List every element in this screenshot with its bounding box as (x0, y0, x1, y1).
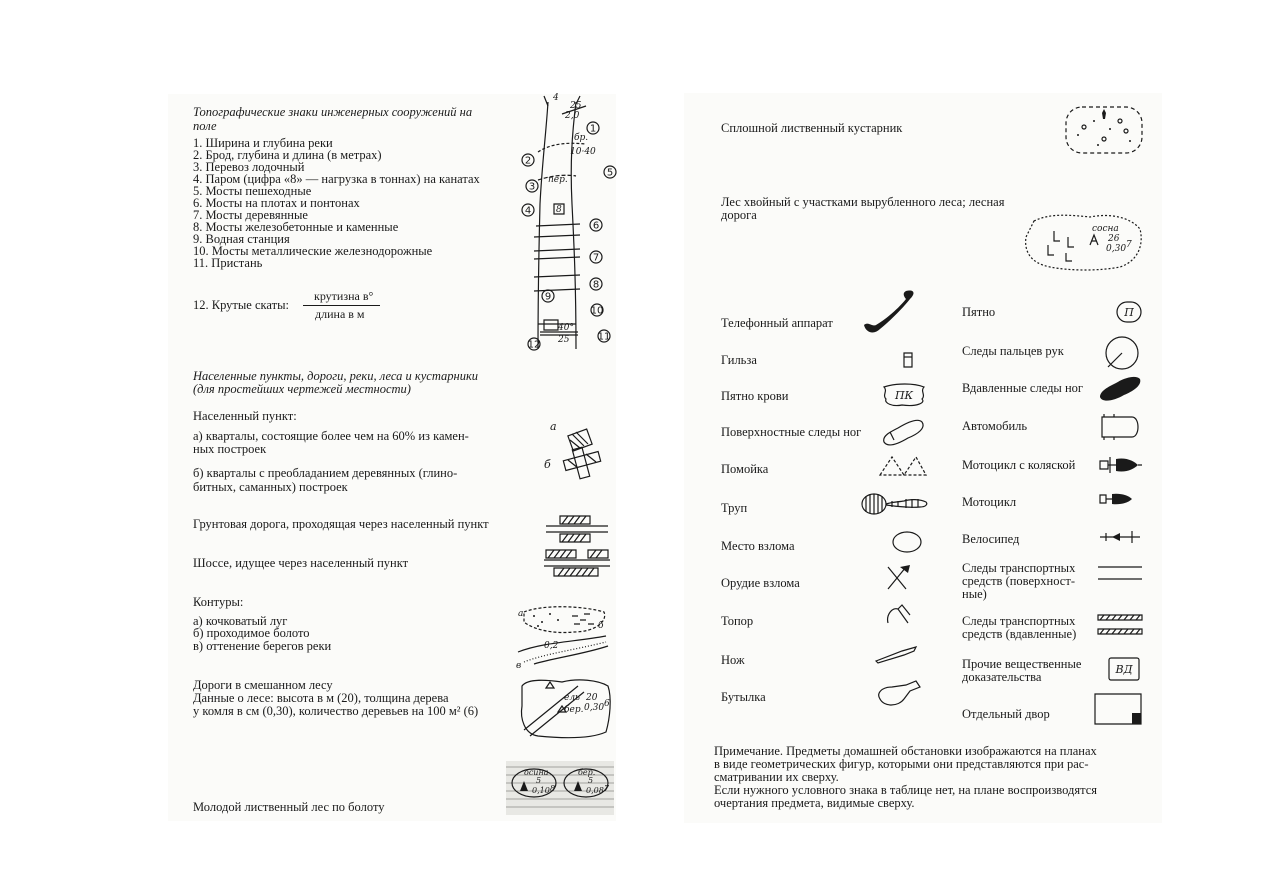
surface-footprint-icon (880, 418, 926, 448)
legend-label: доказательства (962, 670, 1042, 684)
blood-stain-icon (880, 383, 928, 407)
young-forest-text: 8 (550, 784, 556, 793)
fingerprint-icon (1104, 335, 1140, 371)
legend-label: Следы пальцев рук (962, 344, 1064, 358)
diagram-label: 4 (553, 93, 559, 103)
highway-symbol (544, 548, 610, 578)
coniferous-label: Лес хвойный с участками вырубленного леса; лесная (721, 195, 1005, 209)
contour-label: б (598, 621, 604, 631)
settlements-title-cont: (для простейших чертежей местности) (193, 382, 411, 396)
knife-icon (874, 645, 918, 665)
forest-label: 6 (604, 699, 610, 709)
contours-title: Контуры: (193, 595, 244, 609)
engineering-item: 1. Ширина и глубина реки (193, 136, 333, 150)
diagram-label: 8 (556, 205, 562, 215)
legend-label: Помойка (721, 462, 769, 476)
coniferous-label-cont: дорога (721, 208, 757, 222)
left-book-page (168, 94, 616, 821)
note-line: в виде геометрических фигур, которыми они представляются при рас- (714, 757, 1089, 771)
diagram-number: 7 (592, 252, 600, 264)
fraction-line (303, 305, 380, 306)
forest-label: 0,30 (584, 703, 605, 713)
engineering-item: 4. Паром (цифра «8» — нагрузка в тоннах) на канатах (193, 172, 480, 186)
coniferous-text: 0,30 (1106, 244, 1127, 254)
diagram-number: 10 (590, 305, 604, 317)
legend-label: Прочие вещественные (962, 657, 1082, 671)
engineering-title-cont: поле (193, 119, 217, 133)
engineering-item: 9. Водная станция (193, 232, 290, 246)
diagram-number: 4 (524, 205, 532, 217)
legend-label: Бутылка (721, 690, 766, 704)
engineering-item: 11. Пристань (193, 256, 263, 270)
young-forest-diagram (506, 761, 614, 815)
legend-label: ные) (962, 587, 987, 601)
young-forest-text: 0,08 (586, 786, 604, 795)
cartridge-case-icon (902, 349, 914, 369)
young-forest-text: бер. (578, 768, 596, 777)
contour-item: в) оттенение берегов реки (193, 639, 332, 653)
diagram-number: 8 (592, 279, 600, 291)
note-line: очертания предмета, видимые сверху. (714, 796, 915, 810)
engineering-item: 5. Мосты пешеходные (193, 184, 312, 198)
contour-label: а (518, 609, 524, 619)
contour-label: в (516, 661, 522, 671)
settlement-item-a: а) кварталы, состоящие более чем на 60% из камен- (193, 429, 469, 443)
blood-stain-text: ПК (894, 389, 914, 402)
contour-item: б) проходимое болото (193, 626, 310, 640)
legend-label: Автомобиль (962, 419, 1028, 433)
mixed-forest-line: у комля в см (0,30), количество деревьев на 100 м² (6) (193, 704, 479, 718)
coniferous-forest-symbol (1020, 211, 1144, 273)
contour-label: 0,2 (544, 641, 559, 651)
label-b: б (544, 458, 551, 471)
legend-label: Поверхностные следы ног (721, 425, 862, 439)
slopes-label: 12. Крутые скаты: (193, 298, 289, 312)
engineering-item: 8. Мосты железобетонные и каменные (193, 220, 399, 234)
slopes-numerator: крутизна в° (314, 289, 374, 303)
legend-label: Вдавленные следы ног (962, 381, 1084, 395)
diagram-label: 10·40 (570, 147, 596, 157)
note-line: Если нужного условного знака в таблице нет, на плане воспроизводятся (714, 783, 1098, 797)
diagram-number: 11 (597, 331, 611, 343)
break-in-spot-icon (890, 529, 924, 555)
label-a: а (550, 420, 557, 433)
mixed-forest-diagram (518, 678, 612, 740)
legend-label: Нож (721, 653, 745, 667)
engineering-item: 2. Брод, глубина и длина (в метрах) (193, 148, 382, 162)
legend-label: Мотоцикл с коляской (962, 458, 1076, 472)
pressed-footprint-icon (1098, 375, 1142, 403)
slopes-denominator: длина в м (315, 307, 365, 321)
legend-label: Пятно крови (721, 389, 789, 403)
diagram-label: пер. (548, 175, 568, 185)
legend-label: Гильза (721, 353, 757, 367)
legend-label: Следы транспортных (962, 614, 1076, 628)
diagram-label: бр. (574, 133, 589, 143)
dirt-road-label: Грунтовая дорога, проходящая через населенный пункт (193, 517, 489, 531)
surface-vehicle-tracks-icon (1098, 563, 1142, 583)
young-forest-text: 7 (604, 784, 610, 793)
young-forest-text: осина (524, 768, 549, 777)
legend-label: Труп (721, 501, 748, 515)
legend-label: средств (поверхност- (962, 574, 1075, 588)
diagram-number: 2 (524, 155, 532, 167)
settlement-item-b-cont: битных, саманных) построек (193, 480, 348, 494)
spot-icon (1116, 301, 1142, 323)
shrub-symbol (1064, 105, 1144, 155)
corpse-icon (860, 491, 930, 517)
legend-label: Топор (721, 614, 754, 628)
settlement-label: Населенный пункт: (193, 409, 297, 423)
evidence-text: ВД (1115, 663, 1133, 676)
note-line: сматривании их сверху. (714, 770, 839, 784)
dump-icon (878, 453, 928, 477)
separate-yard-icon (1094, 693, 1142, 725)
mixed-forest-line: Данные о лесе: высота в м (20), толщина дерева (193, 691, 449, 705)
diagram-number: 3 (528, 181, 536, 193)
diagram-number: 1 (589, 123, 597, 135)
right-book-page (684, 93, 1162, 823)
coniferous-text: 26 (1108, 234, 1120, 244)
burglary-tool-icon (882, 563, 912, 593)
settlement-item-b: б) кварталы с преобладанием деревянных (глино- (193, 466, 458, 480)
young-forest-text: 5 (588, 776, 594, 785)
settlement-item-a-cont: ных построек (193, 442, 267, 456)
telephone-icon (862, 289, 918, 335)
engineering-item: 10. Мосты металлические железнодорожные (193, 244, 433, 258)
bottle-icon (876, 679, 924, 709)
legend-label: Следы транспортных (962, 561, 1076, 575)
forest-label: ель (564, 693, 580, 703)
pressed-vehicle-tracks-icon (1098, 613, 1142, 637)
axe-icon (884, 603, 912, 629)
engineering-item: 6. Мосты на плотах и понтонах (193, 196, 360, 210)
young-forest-text: 0,10 (532, 786, 550, 795)
bicycle-icon (1098, 529, 1142, 545)
legend-label: Отдельный двор (962, 707, 1050, 721)
forest-label: бер. (564, 705, 584, 715)
legend-label: Велосипед (962, 532, 1020, 546)
motorcycle-icon (1098, 491, 1138, 507)
legend-label: Орудие взлома (721, 576, 800, 590)
diagram-label: 2,0 (565, 111, 580, 121)
engineering-item: 3. Перевоз лодочный (193, 160, 305, 174)
diagram-label: 40° (558, 323, 574, 333)
note-line: Примечание. Предметы домашней обстановки изображаются на планах (714, 744, 1097, 758)
shrub-label: Сплошной лиственный кустарник (721, 121, 903, 135)
coniferous-text: 7 (1126, 240, 1132, 250)
contours-diagram (514, 602, 612, 672)
legend-label: средств (вдавленные) (962, 627, 1077, 641)
diagram-number: 9 (544, 291, 552, 303)
diagram-label: 25 (570, 101, 582, 111)
car-icon (1100, 415, 1142, 439)
engineering-title: Топографические знаки инженерных сооружений на (193, 105, 473, 119)
diagram-number: 12 (527, 339, 541, 351)
legend-label: Телефонный аппарат (721, 316, 833, 330)
diagram-label: 25 (558, 335, 570, 345)
river-structures-diagram (520, 94, 616, 356)
young-forest-text: 5 (536, 776, 542, 785)
young-forest-label: Молодой лиственный лес по болоту (193, 800, 385, 814)
coniferous-text: сосна (1092, 224, 1119, 234)
legend-label: Пятно (962, 305, 996, 319)
diagram-number: 6 (592, 220, 600, 232)
forest-label: 20 (586, 693, 598, 703)
spot-text: П (1124, 306, 1134, 319)
highway-label: Шоссе, идущее через населенный пункт (193, 556, 409, 570)
motorcycle-sidecar-icon (1098, 455, 1144, 475)
contour-item: а) кочковатый луг (193, 614, 288, 628)
legend-label: Место взлома (721, 539, 795, 553)
evidence-icon (1108, 657, 1140, 681)
settlements-title: Населенные пункты, дороги, реки, леса и кустарники (193, 369, 479, 383)
diagram-number: 5 (606, 167, 614, 179)
mixed-forest-title: Дороги в смешанном лесу (193, 678, 333, 692)
settlement-blocks-diagram (544, 420, 610, 484)
dirt-road-symbol (546, 514, 608, 542)
legend-label: Мотоцикл (962, 495, 1017, 509)
engineering-item: 7. Мосты деревянные (193, 208, 308, 222)
